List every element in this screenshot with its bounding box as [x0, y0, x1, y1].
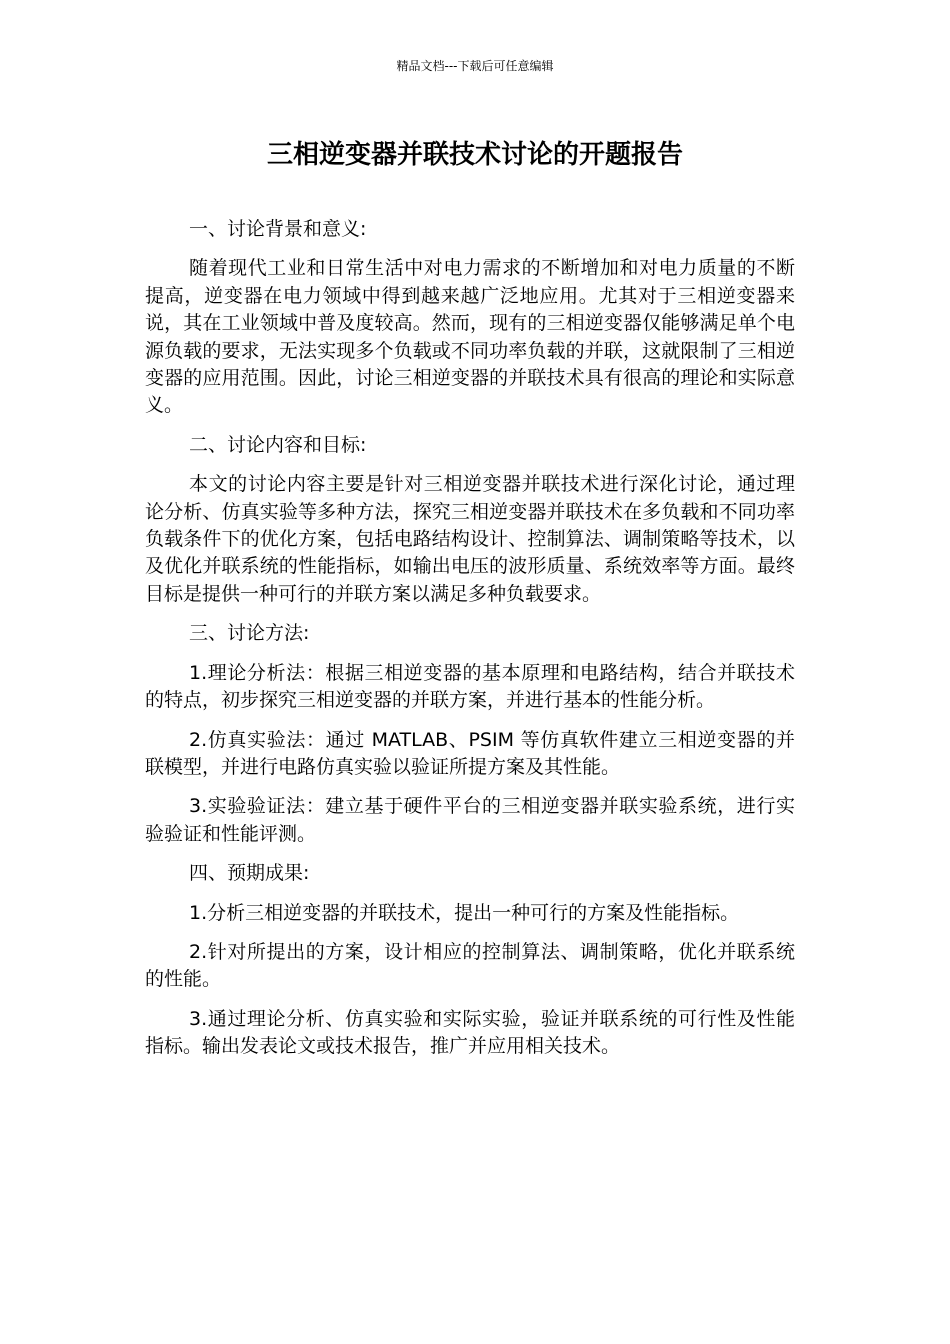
document-title: 三相逆变器并联技术讨论的开题报告 — [266, 140, 683, 170]
document-body — [145, 216, 795, 1073]
paragraph-content-goals: 本文的讨论内容主要是针对三相逆变器并联技术进行深化讨论，通过理论分析、仿真实验等多种方法，探究三相逆变器并联技术在多负载和不同功率负载条件下的优化方案，包括电路结构设计、控制算法、调制策略等技术，以及优化并联系统的性能指标，如输出电压的波形质量、系统效率等方面。最终目标是提供一种可行的并联方案以满足多种负载要求。 — [145, 473, 795, 605]
header-note: 精品文档---下载后可任意编辑 — [396, 59, 554, 73]
paragraph-method-experiment: 3.实验验证法：建立基于硬件平台的三相逆变器并联实验系统，进行实验验证和性能评测。 — [145, 795, 795, 845]
paragraph-result-validation: 3.通过理论分析、仿真实验和实际实验，验证并联系统的可行性及性能指标。输出发表论文或技术报告，推广并应用相关技术。 — [145, 1007, 795, 1058]
paragraph-method-theory: 1.理论分析法：根据三相逆变器的基本原理和电路结构，结合并联技术的特点，初步探究三相逆变器的并联方案，并进行基本的性能分析。 — [145, 661, 795, 712]
paragraph-result-analysis: 1.分析三相逆变器的并联技术，提出一种可行的方案及性能指标。 — [189, 901, 740, 924]
section-heading-content-goals: 二、讨论内容和目标: — [189, 433, 367, 456]
section-heading-expected-results: 四、预期成果: — [189, 862, 310, 885]
section-heading-methods: 三、讨论方法: — [189, 622, 310, 645]
paragraph-result-design: 2.针对所提出的方案，设计相应的控制算法、调制策略，优化并联系统的性能。 — [145, 940, 795, 991]
paragraph-method-simulation: 2.仿真实验法：通过 MATLAB、PSIM 等仿真软件建立三相逆变器的并联模型，并进行电路仿真实验以验证所提方案及其性能。 — [145, 728, 795, 778]
section-heading-background: 一、讨论背景和意义: — [189, 218, 367, 240]
paragraph-background: 随着现代工业和日常生活中对电力需求的不断增加和对电力质量的不断提高，逆变器在电力领域中得到越来越广泛地应用。尤其对于三相逆变器来说，其在工业领域中普及度较高。然而，现有的三相逆变器仅能够满足单个电源负载的要求，无法实现多个负载或不同功率负载的并联，这就限制了三相逆变器的应用范围。因此，讨论三相逆变器的并联技术具有很高的理论和实际意义。 — [145, 257, 795, 417]
